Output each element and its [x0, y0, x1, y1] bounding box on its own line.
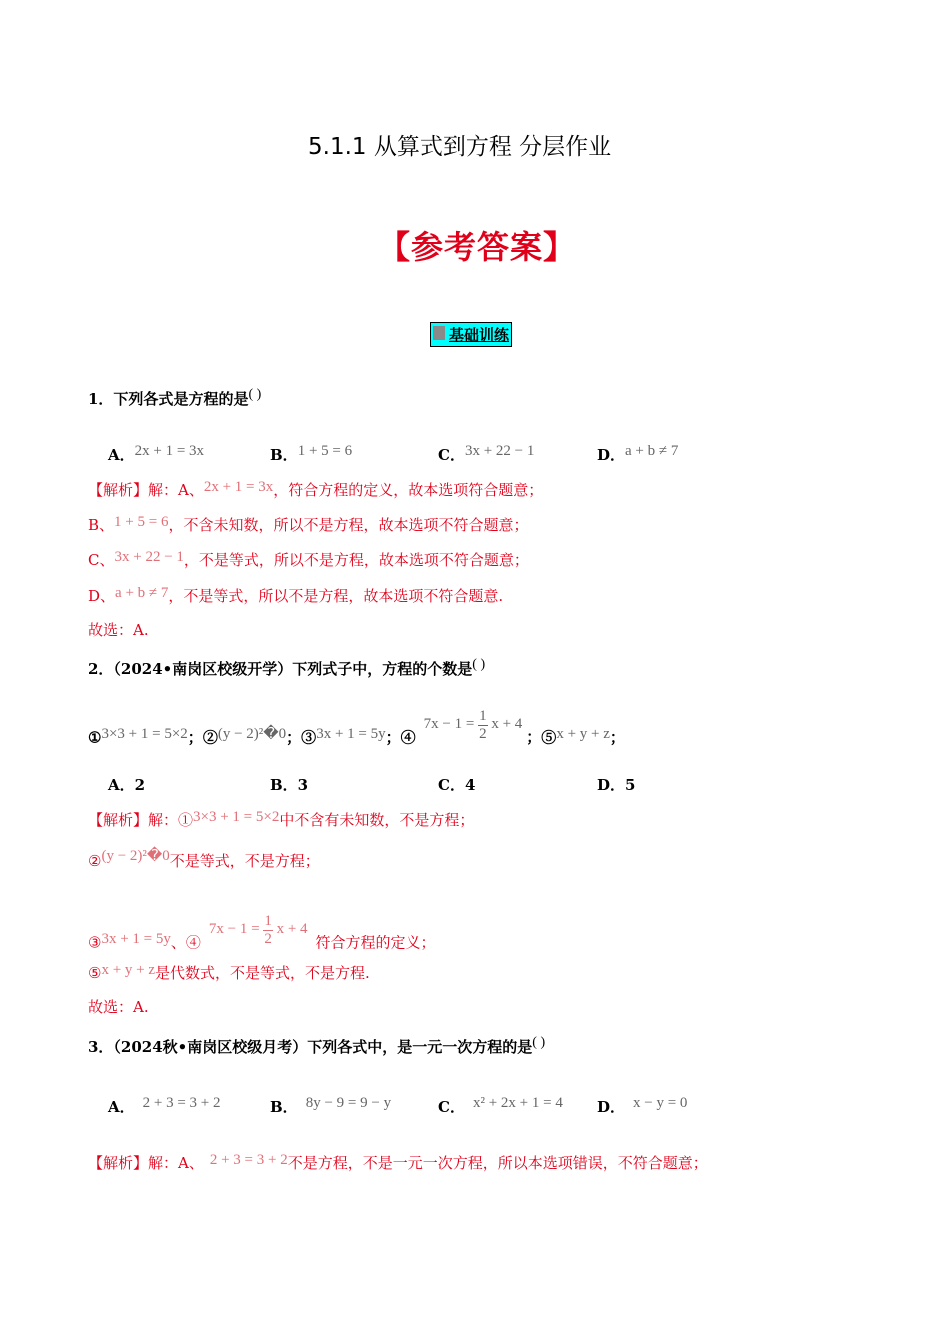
q3-answer-paren: ( )	[532, 1035, 546, 1050]
q2-conclusion: 故选：A.	[88, 998, 149, 1016]
q3-option-c-expr: x² + 2x + 1 = 4	[472, 1095, 563, 1111]
q1-analysis-1-expr: 2x + 1 = 3x	[203, 479, 274, 495]
q1-option-b-label: B．	[270, 446, 298, 464]
page-title: 5.1.1 从算式到方程 分层作业	[308, 134, 612, 160]
q3-option-a-expr: 2 + 3 = 3 + 2	[142, 1095, 221, 1111]
q2-item-5-mark: ⑤	[541, 728, 557, 747]
q2-analysis-2-expr: (y − 2)²�0	[101, 848, 170, 864]
q2-item-2-expr: (y − 2)²�0	[217, 726, 287, 743]
q2-analysis-3-den: 2	[264, 930, 272, 947]
section-label	[430, 322, 512, 347]
q1-stem-text: 1．下列各式是方程的是	[88, 390, 249, 408]
q2-analysis-3-right: x + 4	[276, 921, 308, 938]
q1-stem	[88, 388, 261, 409]
q1-option-a-expr: 2x + 1 = 3x	[134, 443, 205, 459]
q2-analysis-3-eq	[208, 913, 308, 947]
section-label-text: 基础训练	[449, 326, 510, 344]
q3-option-c[interactable]	[438, 1096, 563, 1117]
q3-option-b-expr: 8y − 9 = 9 − y	[305, 1095, 392, 1111]
q3-option-a-label: A．	[108, 1098, 135, 1116]
q2-analysis-1-prefix: 【解析】解：①	[88, 811, 194, 829]
q2-stem	[88, 658, 485, 679]
q3-option-d[interactable]	[597, 1096, 687, 1117]
q2-analysis-3-num: 1	[264, 913, 272, 929]
q1-analysis-4-prefix: D、	[88, 587, 116, 605]
q1-analysis-3-prefix: C、	[88, 551, 115, 569]
q2-item-4-left: 7x − 1 =	[423, 716, 475, 733]
q2-item-3-mark: ③	[301, 728, 317, 747]
q2-item-4-num: 1	[479, 708, 487, 724]
q2-item-1-mark: ①	[88, 728, 102, 747]
q1-analysis-line-2	[88, 514, 528, 535]
q2-option-a[interactable]: A．2	[108, 776, 146, 794]
q2-analysis-2-prefix: ②	[88, 852, 102, 870]
q2-item-2-mark: ②	[202, 728, 218, 747]
q2-analysis-3-mid: 、④	[170, 933, 201, 952]
q1-analysis-1-suffix: ，符合方程的定义，故本选项符合题意；	[273, 481, 544, 499]
q1-analysis-3-expr: 3x + 22 − 1	[114, 549, 184, 565]
q2-item-5-expr: x + y + z	[556, 726, 610, 743]
q2-analysis-3-suffix: 符合方程的定义；	[315, 933, 436, 952]
q2-items-row	[88, 708, 625, 756]
q2-sep-1: ；	[187, 728, 203, 747]
q1-option-a-label: A．	[108, 446, 135, 464]
q1-analysis-2-suffix: ，不含未知数，所以不是方程，故本选项不符合题意；	[168, 516, 529, 534]
q1-analysis-line-4	[88, 585, 503, 606]
q1-analysis-2-expr: 1 + 5 = 6	[114, 514, 169, 530]
q2-analysis-2-suffix: 不是等式，不是方程；	[169, 852, 320, 870]
q1-analysis-2-prefix: B、	[88, 516, 115, 534]
q2-analysis-3-left: 7x − 1 =	[208, 921, 260, 938]
q2-item-4-right: x + 4	[491, 716, 523, 733]
q3-analysis-1-expr: 2 + 3 = 3 + 2	[209, 1152, 288, 1168]
q3-analysis-line-1	[88, 1152, 708, 1173]
q3-option-c-label: C．	[438, 1098, 465, 1116]
q2-sep-5: ；	[609, 728, 625, 747]
q2-analysis-3-expr: 3x + 1 = 5y	[101, 931, 171, 948]
q1-option-c-label: C．	[438, 446, 465, 464]
q3-stem-text: 3．（2024秋•南岗区校级月考）下列各式中，是一元一次方程的是	[88, 1038, 533, 1056]
q2-answer-paren: ( )	[472, 657, 486, 672]
q3-option-d-label: D．	[597, 1098, 626, 1116]
q1-analysis-line-3	[88, 549, 529, 570]
q2-item-4-expr	[423, 708, 523, 742]
q1-option-b-expr: 1 + 5 = 6	[297, 443, 353, 459]
q2-option-d[interactable]: D．5	[597, 776, 636, 794]
q2-sep-3: ；	[385, 728, 401, 747]
q3-stem	[88, 1036, 545, 1057]
q1-option-d[interactable]	[597, 444, 678, 465]
answer-heading: 【参考答案】	[378, 228, 577, 266]
q1-analysis-1-prefix: 【解析】解：A、	[88, 481, 204, 499]
q2-item-4-den: 2	[479, 725, 487, 742]
q2-analysis-line-3	[88, 913, 436, 961]
q2-analysis-4-suffix: 是代数式，不是等式，不是方程.	[155, 964, 370, 982]
q2-item-1-expr: 3×3 + 1 = 5×2	[101, 726, 188, 743]
q1-analysis-4-expr: a + b ≠ 7	[115, 585, 169, 601]
q2-analysis-3-fraction	[263, 913, 273, 947]
q2-analysis-3-prefix: ③	[88, 933, 102, 952]
q3-option-a[interactable]	[108, 1096, 221, 1117]
q3-analysis-1-prefix: 【解析】解：A、	[88, 1154, 204, 1172]
q1-option-a[interactable]	[108, 444, 204, 465]
q2-item-3-expr: 3x + 1 = 5y	[316, 726, 386, 743]
q2-analysis-line-4	[88, 962, 370, 983]
q1-analysis-line-1	[88, 479, 543, 500]
q2-stem-text: 2．（2024•南岗区校级开学）下列式子中，方程的个数是	[88, 660, 473, 678]
q2-item-4-mark: ④	[400, 728, 416, 747]
q2-item-4-fraction	[478, 708, 488, 742]
q1-analysis-4-suffix: ，不是等式，所以不是方程，故本选项不符合题意.	[168, 587, 504, 605]
q1-option-b[interactable]	[270, 444, 352, 465]
q1-option-c-expr: 3x + 22 − 1	[464, 443, 535, 459]
q2-sep-4: ；	[526, 728, 542, 747]
q2-analysis-1-suffix: 中不含有未知数，不是方程；	[279, 811, 475, 829]
q2-analysis-4-expr: x + y + z	[101, 962, 156, 978]
q2-analysis-line-1	[88, 809, 474, 830]
q3-option-b[interactable]	[270, 1096, 391, 1117]
section-marker-icon	[433, 326, 445, 340]
q1-conclusion: 故选：A.	[88, 621, 149, 639]
q2-analysis-1-expr: 3×3 + 1 = 5×2	[193, 809, 280, 825]
q2-analysis-4-prefix: ⑤	[88, 964, 102, 982]
q2-option-c[interactable]: C．4	[438, 776, 476, 794]
q1-option-d-label: D．	[597, 446, 626, 464]
q1-option-d-expr: a + b ≠ 7	[625, 443, 679, 459]
q3-option-d-expr: x − y = 0	[633, 1095, 688, 1111]
q3-analysis-1-suffix: 不是方程，不是一元一次方程，所以本选项错误，不符合题意；	[287, 1154, 708, 1172]
q1-analysis-3-suffix: ，不是等式，所以不是方程，故本选项不符合题意；	[183, 551, 529, 569]
q1-answer-paren: ( )	[248, 387, 262, 402]
q2-analysis-line-2	[88, 850, 320, 871]
q3-option-b-label: B．	[270, 1098, 298, 1116]
q1-option-c[interactable]	[438, 444, 534, 465]
q2-sep-2: ；	[286, 728, 302, 747]
q2-option-b[interactable]: B．3	[270, 776, 309, 794]
